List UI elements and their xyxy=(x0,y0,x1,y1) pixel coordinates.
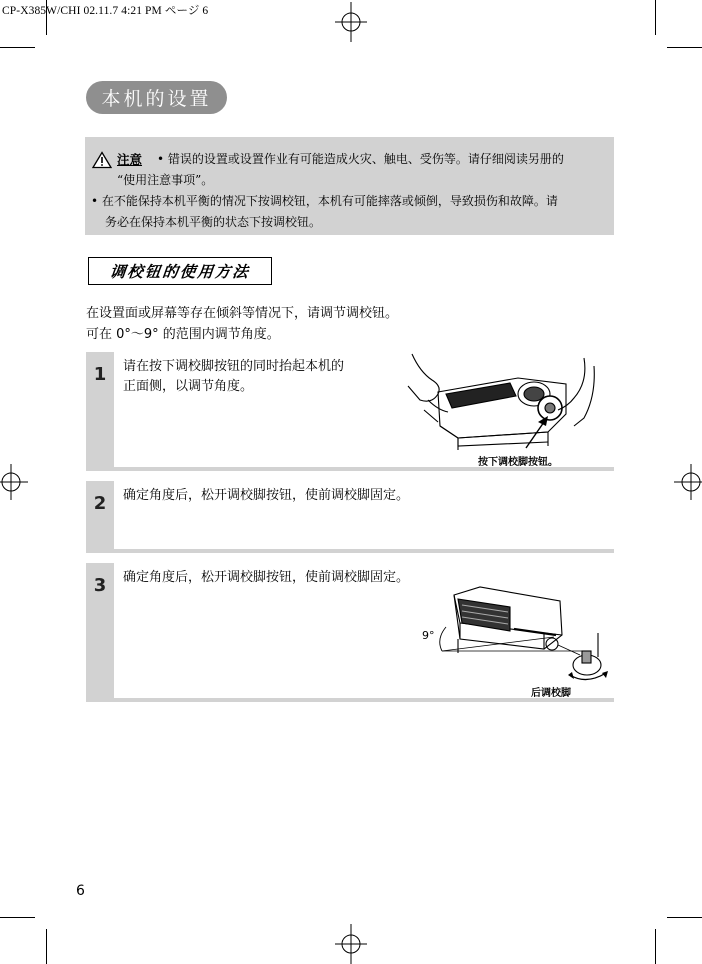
intro-line-1: 在设置面或屏幕等存在倾斜等情况下，请调节调校钮。 xyxy=(86,306,399,321)
step-3-caption: 后调校脚 xyxy=(531,688,571,699)
caution-line-3: • 在不能保持本机平衡的情况下按调校钮，本机有可能摔落或倾倒，导致损伤和故障。请 xyxy=(91,194,558,208)
step-1-caption: 按下调校脚按钮。 xyxy=(478,457,558,468)
step-1-line-1: 请在按下调校脚按钮的同时抬起本机的 xyxy=(123,359,345,374)
intro-line-2: 可在 0°～9° 的范围内调节角度。 xyxy=(86,327,280,342)
registration-mark-right xyxy=(672,462,702,502)
projector-tilt-illustration xyxy=(424,583,610,683)
caution-line-4: 务必在保持本机平衡的状态下按调校钮。 xyxy=(105,215,322,229)
warning-icon xyxy=(92,151,112,169)
step-3-line-1: 确定角度后，松开调校脚按钮，使前调校脚固定。 xyxy=(123,570,410,585)
step-3 xyxy=(86,563,614,702)
page-title: 本机的设置 xyxy=(86,81,227,114)
caution-line-1: • 错误的设置或设置作业有可能造成火灾、触电、受伤等。请仔细阅读另册的 xyxy=(157,152,564,166)
step-2 xyxy=(86,481,614,553)
registration-mark-top xyxy=(331,2,371,42)
caution-title: 注意 xyxy=(117,152,143,167)
projector-lift-illustration xyxy=(398,352,610,452)
page-number: 6 xyxy=(76,883,85,899)
print-header: CP-X385W/CHI 02.11.7 4:21 PM ページ 6 xyxy=(2,5,209,17)
step-number: 3 xyxy=(93,575,107,596)
step-2-line-1: 确定角度后，松开调校脚按钮，使前调校脚固定。 xyxy=(123,488,410,503)
step-number: 2 xyxy=(93,493,107,514)
step-number: 1 xyxy=(93,364,107,385)
step-1-line-2: 正面侧，以调节角度。 xyxy=(123,379,254,394)
step-1 xyxy=(86,352,614,471)
caution-box xyxy=(85,137,614,235)
registration-mark-left xyxy=(0,462,30,502)
registration-mark-bottom xyxy=(331,924,371,964)
angle-label: 9° xyxy=(422,629,435,642)
caution-line-2: “使用注意事项”。 xyxy=(117,173,214,187)
section-heading: 调校钮的使用方法 xyxy=(88,257,272,285)
